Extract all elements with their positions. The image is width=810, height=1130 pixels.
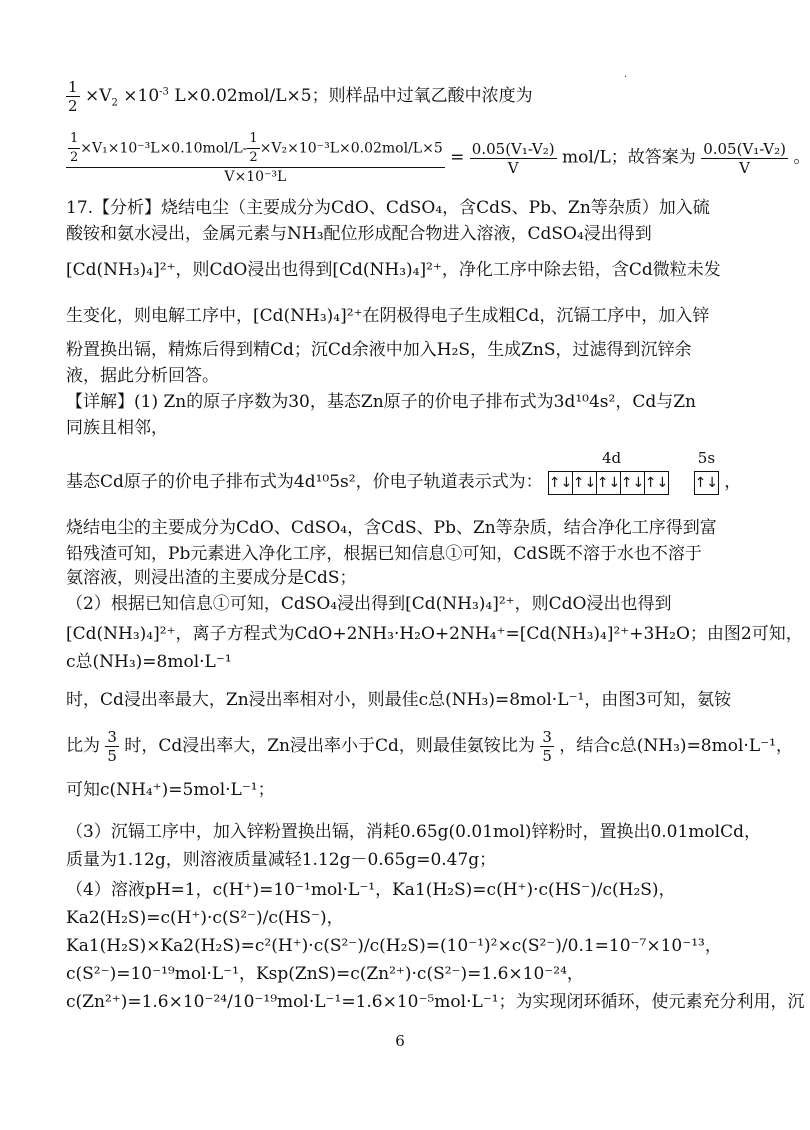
orbital-box: ↑↓ bbox=[573, 472, 597, 494]
analysis-line-4: 生变化，则电解工序中，[Cd(NH₃)₄]²⁺在阴极得电子生成粗Cd，沉镉工序中，加入锌 bbox=[66, 306, 710, 326]
detail-line-5: 氨溶液，则浸出渣的主要成分是CdS； bbox=[66, 568, 357, 588]
fraction-half: $\frac{1}{2}$ bbox=[68, 78, 78, 115]
stray-mark: · bbox=[624, 72, 628, 83]
detail-line-6: （2）根据已知信息①可知，CdSO₄浸出得到[Cd(NH₃)₄]²⁺，则CdO浸出也得到 bbox=[66, 594, 672, 614]
equation-line-1: $\frac{1}{2}$ $\times V_2 \times 10^{-3}$ L×0.02mol/L×5；则样品中过氧乙酸中浓度为 bbox=[68, 78, 533, 115]
detail-line-10: 可知c(NH₄⁺)=5mol·L⁻¹； bbox=[66, 780, 275, 800]
detail-line-17: c(Zn²⁺)=1.6×10⁻²⁴/10⁻¹⁹mol·L⁻¹=1.6×10⁻⁵mol·L⁻¹；为实现闭环循环，使元素充分利用，沉 bbox=[66, 992, 805, 1012]
ratio-fraction: $\frac{3}{5}$ bbox=[107, 728, 117, 765]
detail-line-15: Ka1(H₂S)×Ka2(H₂S)=c²(H⁺)·c(S²⁻)/c(H₂S)=(10⁻¹)²×c(S²⁻)/0.1=10⁻⁷×10⁻¹³， bbox=[66, 936, 722, 956]
analysis-line-2: 酸铵和氨水浸出，金属元素与NH₃配位形成配合物进入溶液，CdSO₄浸出得到 bbox=[66, 224, 652, 244]
analysis-line-1: 17.【分析】烧结电尘（主要成分为CdO、CdSO₄，含CdS、Pb、Zn等杂质）加入硫 bbox=[66, 198, 710, 218]
concentration-fraction: $\frac{1}{2}$ ×V₁×10⁻³L×0.10mol/L- $\frac{1}{2}$ ×V₂×10⁻³L×0.02mol/L×5 V×10⁻³L bbox=[66, 130, 445, 186]
equation-line-2: $\frac{1}{2}$ ×V₁×10⁻³L×0.10mol/L- $\frac{1}{2}$ ×V₂×10⁻³L×0.02mol/L×5 V×10⁻³L = $\frac{\text{0.05(V₁-V₂)}}{V}$ mol/L；故答案为 $\frac{\text{0.05(V₁-V₂)}}{V}$ 。 bbox=[66, 130, 770, 186]
detail-line-12: 质量为1.12g，则溶液质量减轻1.12g－0.65g=0.47g； bbox=[66, 850, 497, 870]
ratio-line: 比为 $\frac{3}{5}$ 时，Cd浸出率大，Zn浸出率小于Cd，则最佳氨铵比为 $\frac{3}{5}$ ，结合c总(NH₃)=8mol·L⁻¹， bbox=[66, 728, 793, 765]
detail-line-9: 时，Cd浸出率最大，Zn浸出率相对小，则最佳c总(NH₃)=8mol·L⁻¹，由图3可知，氨铵 bbox=[66, 690, 732, 710]
page-number: 6 bbox=[395, 1032, 405, 1050]
orbital-line: 基态Cd原子的价电子排布式为4d¹⁰5s²，价电子轨道表示式为： 4d ↑↓ ↑↓ ↑↓ ↑↓ ↑↓ 5s ↑↓ ， bbox=[66, 470, 770, 495]
detail-line-8: c总(NH₃)=8mol·L⁻¹ bbox=[66, 652, 232, 672]
analysis-line-6: 液，据此分析回答。 bbox=[66, 366, 219, 386]
orbital-box: ↑↓ bbox=[597, 472, 621, 494]
analysis-line-5: 粉置换出镉，精炼后得到精Cd；沉Cd余液中加入H₂S，生成ZnS，过滤得到沉锌余 bbox=[66, 340, 692, 360]
detail-line-2: 同族且相邻， bbox=[66, 418, 168, 438]
ratio-fraction: $\frac{3}{5}$ bbox=[542, 728, 552, 765]
detail-line-4: 铅残渣可知，Pb元素进入净化工序，根据已知信息①可知，CdS既不溶于水也不溶于 bbox=[66, 544, 702, 564]
orbital-box: ↑↓ bbox=[644, 475, 669, 491]
detail-line-11: （3）沉镉工序中，加入锌粉置换出镉，消耗0.65g(0.01mol)锌粉时，置换出0.01molCd， bbox=[66, 822, 761, 842]
detail-line-7: [Cd(NH₃)₄]²⁺，离子方程式为CdO+2NH₃·H₂O+2NH₄⁺=[Cd(NH₃)₄]²⁺+3H₂O；由图2可知， bbox=[66, 624, 803, 644]
analysis-line-3: [Cd(NH₃)₄]²⁺，则CdO浸出也得到[Cd(NH₃)₄]²⁺，净化工序中除去铅，含Cd微粒未发 bbox=[66, 260, 721, 280]
answer-fraction: $\frac{\text{0.05(V₁-V₂)}}{V}$ bbox=[703, 139, 786, 177]
orbital-box: ↑↓ bbox=[694, 475, 719, 491]
orbital-diagram-5s: 5s ↑↓ bbox=[694, 470, 719, 495]
orbital-diagram-4d: 4d ↑↓ ↑↓ ↑↓ ↑↓ ↑↓ bbox=[548, 470, 669, 495]
detail-line-13: （4）溶液pH=1，c(H⁺)=10⁻¹mol·L⁻¹，Ka1(H₂S)=c(H⁺)·c(HS⁻)/c(H₂S)， bbox=[66, 880, 676, 900]
detail-line-14: Ka2(H₂S)=c(H⁺)·c(S²⁻)/c(HS⁻)， bbox=[66, 908, 344, 928]
orbital-box: ↑↓ bbox=[549, 472, 573, 494]
detail-line-16: c(S²⁻)=10⁻¹⁹mol·L⁻¹，Ksp(ZnS)=c(Zn²⁺)·c(S²⁻)=1.6×10⁻²⁴， bbox=[66, 964, 584, 984]
result-fraction: $\frac{\text{0.05(V₁-V₂)}}{V}$ bbox=[471, 139, 555, 177]
orbital-box: ↑↓ bbox=[621, 472, 645, 494]
detail-line-1: 【详解】(1) Zn的原子序数为30，基态Zn原子的价电子排布式为3d¹⁰4s²，Cd与Zn bbox=[66, 392, 696, 412]
detail-line-3: 烧结电尘的主要成分为CdO、CdSO₄，含CdS、Pb、Zn等杂质，结合净化工序得到富 bbox=[66, 518, 717, 538]
